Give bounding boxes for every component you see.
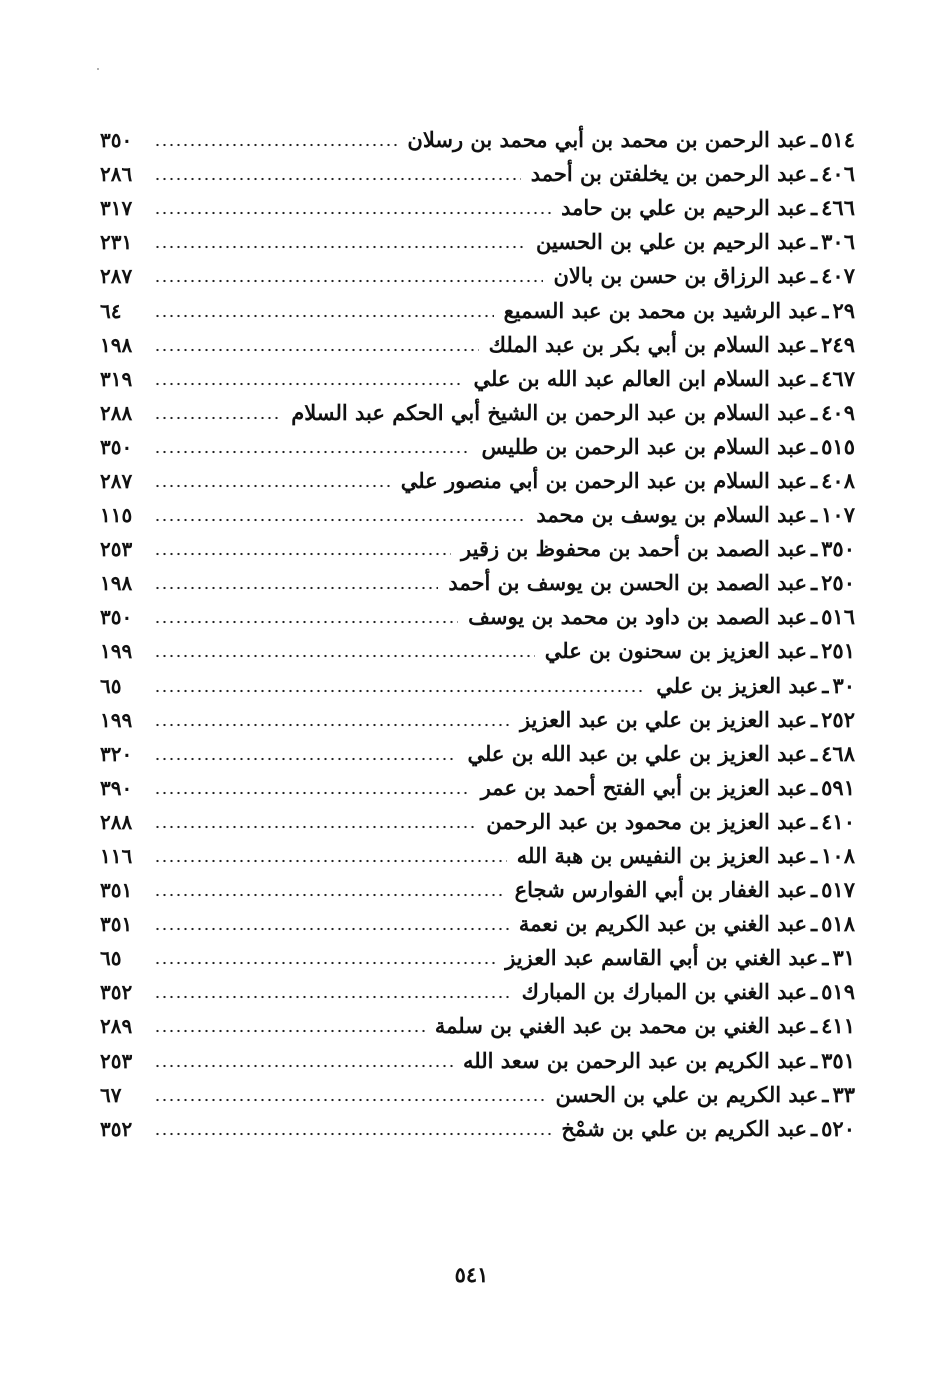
entry-page-reference: ١٩٩ <box>100 707 133 732</box>
entry-page-reference: ٣٥٠ <box>100 605 133 630</box>
entry-number: ٥١٥ <box>821 433 855 459</box>
entry-name: عبد الغني بن المبارك بن المبارك <box>521 979 807 1005</box>
entry-separator: ـ <box>822 1081 829 1107</box>
dot-leader <box>154 209 551 217</box>
entry-number: ٣٥٠ <box>821 536 855 562</box>
entry-number: ٢٩ <box>832 297 855 323</box>
entry-number: ٤٦٦ <box>821 195 855 221</box>
entry-number: ٣٣ <box>832 1081 855 1107</box>
entry-number: ١٠٨ <box>821 843 855 869</box>
entry-page-reference: ١٩٨ <box>100 571 133 596</box>
entry-page-reference: ٣٥٢ <box>100 1116 133 1141</box>
entry-name: عبد العزيز بن النفيس بن هبة الله <box>516 843 807 869</box>
dot-leader <box>154 1027 425 1035</box>
entry-name: عبد السلام بن عبد الرحمن بن الشيخ أبي الحكم عبد السلام <box>291 399 807 425</box>
entry-page-reference: ٣١٩ <box>100 366 133 391</box>
dot-leader <box>154 448 471 456</box>
dot-leader <box>154 721 510 729</box>
scan-speck <box>97 68 99 70</box>
index-entry <box>100 975 855 1009</box>
entry-separator: ـ <box>811 911 818 937</box>
dot-leader <box>154 652 535 660</box>
dot-leader <box>154 584 438 592</box>
entry-number: ٤٠٩ <box>821 399 855 425</box>
entry-number: ٣٠ <box>832 672 855 698</box>
index-entry <box>100 634 855 668</box>
entry-separator: ـ <box>811 502 818 528</box>
entry-page-reference: ٢٨٧ <box>100 468 133 493</box>
entry-separator: ـ <box>811 399 818 425</box>
entry-number: ٥١٧ <box>821 877 855 903</box>
index-entry <box>100 737 855 771</box>
index-entry <box>100 225 855 259</box>
entry-number: ٣٠٦ <box>821 229 855 255</box>
index-entry <box>100 873 855 907</box>
dot-leader <box>154 925 509 933</box>
index-entry <box>100 293 855 327</box>
entry-separator: ـ <box>822 672 829 698</box>
dot-leader <box>154 550 451 558</box>
entry-separator: ـ <box>822 945 829 971</box>
entry-number: ٥١٤ <box>821 127 855 153</box>
index-entry <box>100 1044 855 1078</box>
dot-leader <box>154 1062 453 1070</box>
entry-name: عبد الكريم بن علي بن الحسن <box>555 1081 819 1107</box>
dot-leader <box>154 1096 545 1104</box>
entry-separator: ـ <box>811 979 818 1005</box>
dot-leader <box>154 618 458 626</box>
entry-name: عبد الرحيم بن علي بن حامد <box>561 195 807 221</box>
entry-separator: ـ <box>811 331 818 357</box>
entry-separator: ـ <box>811 808 818 834</box>
dot-leader <box>154 380 463 388</box>
entry-page-reference: ٦٧ <box>100 1082 122 1107</box>
entry-name: عبد الرحمن بن يخلفتن بن أحمد <box>530 161 807 187</box>
entry-number: ٢٥٢ <box>821 706 855 732</box>
entry-separator: ـ <box>811 706 818 732</box>
entry-separator: ـ <box>811 843 818 869</box>
entry-name: عبد السلام ابن العالم عبد الله بن علي <box>473 365 807 391</box>
index-entry <box>100 328 855 362</box>
entry-name: عبد العزيز بن أبي الفتح أحمد بن عمر <box>480 774 807 800</box>
index-entry <box>100 362 855 396</box>
index-entry <box>100 464 855 498</box>
dot-leader <box>154 857 507 865</box>
entry-name: عبد العزيز بن علي بن عبد العزيز <box>519 706 807 732</box>
entry-page-reference: ٣٥٠ <box>100 434 133 459</box>
entry-name: عبد الرحمن بن محمد بن أبي محمد بن رسلان <box>407 127 807 153</box>
entry-name: عبد السلام بن عبد الرحمن بن أبي منصور علي <box>400 467 807 493</box>
entry-separator: ـ <box>811 1115 818 1141</box>
dot-leader <box>154 482 391 490</box>
entry-page-reference: ٦٥ <box>100 673 122 698</box>
entry-name: عبد العزيز بن محمود بن عبد الرحمن <box>486 808 807 834</box>
entry-number: ٥١٦ <box>821 604 855 630</box>
entry-page-reference: ١٩٨ <box>100 332 133 357</box>
entry-separator: ـ <box>811 161 818 187</box>
entry-name: عبد الغني بن أبي القاسم عبد العزيز <box>505 945 819 971</box>
index-entry <box>100 396 855 430</box>
entry-separator: ـ <box>811 604 818 630</box>
entry-name: عبد الرحيم بن علي بن الحسين <box>535 229 807 255</box>
entry-separator: ـ <box>811 877 818 903</box>
dot-leader <box>154 789 471 797</box>
index-entry <box>100 1078 855 1112</box>
entry-name: عبد الكريم بن علي بن شمْخ <box>561 1115 807 1141</box>
index-entry <box>100 600 855 634</box>
index-entry <box>100 669 855 703</box>
entry-name: عبد الصمد بن أحمد بن محفوظ بن زقير <box>461 536 807 562</box>
entry-name: عبد السلام بن يوسف بن محمد <box>536 502 807 528</box>
entry-name: عبد العزيز بن سحنون بن علي <box>544 638 807 664</box>
entry-separator: ـ <box>811 229 818 255</box>
dot-leader <box>154 141 397 149</box>
entry-page-reference: ٣٥١ <box>100 878 133 903</box>
index-entry <box>100 157 855 191</box>
entry-number: ٥٢٠ <box>821 1115 855 1141</box>
entry-name: عبد الغفار بن أبي الفوارس شجاع <box>514 877 807 903</box>
entry-separator: ـ <box>811 774 818 800</box>
entry-separator: ـ <box>811 740 818 766</box>
dot-leader <box>154 312 494 320</box>
entry-separator: ـ <box>811 1047 818 1073</box>
index-entry <box>100 703 855 737</box>
entry-name: عبد الصمد بن داود بن محمد بن يوسف <box>468 604 807 630</box>
entry-name: عبد الصمد بن الحسن بن يوسف بن أحمد <box>448 570 807 596</box>
entry-name: عبد الرشيد بن محمد بن عبد السميع <box>503 297 819 323</box>
entry-separator: ـ <box>811 195 818 221</box>
entry-page-reference: ٢٥٣ <box>100 537 133 562</box>
entry-number: ٢٥١ <box>821 638 855 664</box>
entry-separator: ـ <box>811 570 818 596</box>
entry-name: عبد الغني بن محمد بن عبد الغني بن سلمة <box>434 1013 807 1039</box>
entry-page-reference: ٣٥١ <box>100 912 133 937</box>
dot-leader <box>154 959 495 967</box>
entry-separator: ـ <box>811 263 818 289</box>
index-entry <box>100 1112 855 1146</box>
index-entry <box>100 941 855 975</box>
entry-page-reference: ٣٢٠ <box>100 741 133 766</box>
entry-separator: ـ <box>811 365 818 391</box>
entry-page-reference: ١١٥ <box>100 503 133 528</box>
entry-number: ٣١ <box>832 945 855 971</box>
entry-name: عبد الغني بن عبد الكريم بن نعمة <box>518 911 807 937</box>
entry-number: ٥١٩ <box>821 979 855 1005</box>
index-entry <box>100 805 855 839</box>
entry-number: ٤٠٨ <box>821 467 855 493</box>
entry-number: ٣٥١ <box>821 1047 855 1073</box>
entry-page-reference: ٢٨٦ <box>100 162 133 187</box>
index-entry <box>100 1009 855 1043</box>
index-entry <box>100 430 855 464</box>
entry-number: ١٠٧ <box>821 502 855 528</box>
index-entry <box>100 771 855 805</box>
entry-page-reference: ٦٤ <box>100 298 122 323</box>
entry-number: ٤١١ <box>821 1013 855 1039</box>
entry-page-reference: ٢٨٩ <box>100 1014 133 1039</box>
index-entry <box>100 123 855 157</box>
entry-page-reference: ٢٨٨ <box>100 809 133 834</box>
dot-leader <box>154 346 479 354</box>
dot-leader <box>154 755 457 763</box>
entry-page-reference: ١١٦ <box>100 844 133 869</box>
dot-leader <box>154 687 646 695</box>
entry-page-reference: ٦٥ <box>100 946 122 971</box>
dot-leader <box>154 414 281 422</box>
index-entry <box>100 259 855 293</box>
index-entry <box>100 839 855 873</box>
entry-separator: ـ <box>811 467 818 493</box>
entry-name: عبد السلام بن عبد الرحمن بن طليس <box>481 433 807 459</box>
entry-separator: ـ <box>811 433 818 459</box>
dot-leader <box>154 823 476 831</box>
entry-page-reference: ١٩٩ <box>100 639 133 664</box>
entry-page-reference: ٣٥٠ <box>100 128 133 153</box>
index-entry <box>100 566 855 600</box>
entry-separator: ـ <box>811 638 818 664</box>
entry-page-reference: ٣٥٢ <box>100 980 133 1005</box>
entry-number: ٤٠٧ <box>821 263 855 289</box>
entry-page-reference: ٢٨٨ <box>100 400 133 425</box>
entry-page-reference: ٢٨٧ <box>100 264 133 289</box>
entry-number: ٥٩١ <box>821 774 855 800</box>
entry-separator: ـ <box>811 127 818 153</box>
dot-leader <box>154 1130 551 1138</box>
entry-separator: ـ <box>811 536 818 562</box>
entry-number: ٤٦٧ <box>821 365 855 391</box>
entry-separator: ـ <box>811 1013 818 1039</box>
entry-number: ٤٦٨ <box>821 740 855 766</box>
entry-page-reference: ٣٩٠ <box>100 775 133 800</box>
entry-page-reference: ٢٣١ <box>100 230 133 255</box>
dot-leader <box>154 516 526 524</box>
entry-name: عبد العزيز بن علي <box>656 672 819 698</box>
page-number: ٥٤١ <box>454 1262 489 1287</box>
dot-leader <box>154 175 521 183</box>
dot-leader <box>154 277 543 285</box>
entry-number: ٢٥٠ <box>821 570 855 596</box>
entry-number: ٤٠٦ <box>821 161 855 187</box>
index-entry <box>100 498 855 532</box>
dot-leader <box>154 993 512 1001</box>
dot-leader <box>154 243 526 251</box>
entry-name: عبد الرزاق بن حسن بن بالان <box>553 263 807 289</box>
entry-name: عبد الكريم بن عبد الرحمن بن سعد الله <box>463 1047 807 1073</box>
entry-page-reference: ٢٥٣ <box>100 1048 133 1073</box>
entry-page-reference: ٣١٧ <box>100 196 133 221</box>
entry-name: عبد العزيز بن علي بن عبد الله بن علي <box>467 740 807 766</box>
dot-leader <box>154 891 505 899</box>
index-entry <box>100 532 855 566</box>
entry-name: عبد السلام بن أبي بكر بن عبد الملك <box>488 331 807 357</box>
entry-number: ٥١٨ <box>821 911 855 937</box>
entry-separator: ـ <box>822 297 829 323</box>
entry-number: ٢٤٩ <box>821 331 855 357</box>
entry-number: ٤١٠ <box>821 808 855 834</box>
name-index-list <box>100 123 855 1146</box>
index-entry <box>100 907 855 941</box>
index-entry <box>100 191 855 225</box>
